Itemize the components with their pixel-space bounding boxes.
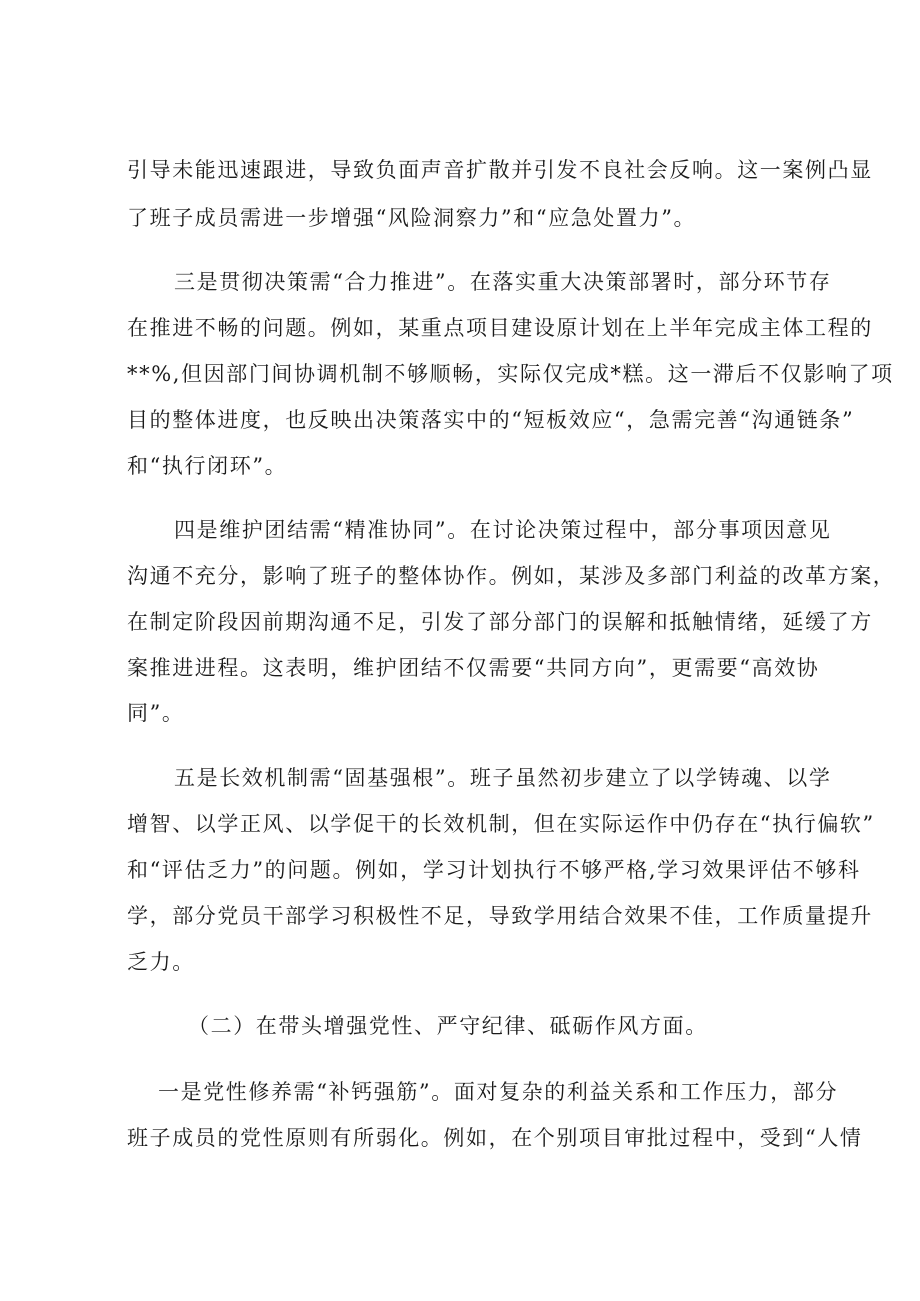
- paragraph-1-line-2: 了班子成员需进一步增强“风险洞察力”和“应急处置力”。: [127, 206, 697, 230]
- paragraph-4-line-3: 和“评估乏力”的问题。例如，学习计划执行不够严格,学习效果评估不够科: [127, 858, 861, 882]
- paragraph-3-line-4: 案推进进程。这表明，维护团结不仅需要“共同方向”，更需要“高效协: [127, 656, 820, 680]
- paragraph-3-line-2: 沟通不充分，影响了班子的整体协作。例如，某涉及多部门利益的改革方案，: [127, 564, 896, 588]
- paragraph-3-line-5: 同”。: [127, 701, 185, 725]
- paragraph-3-line-1: 四是维护团结需“精准协同”。在讨论决策过程中，部分事项因意见: [174, 518, 832, 542]
- paragraph-2-line-5: 和“执行闭环”。: [127, 454, 288, 478]
- paragraph-2-line-4: 目的整体进度，也反映出决策落实中的“短板效应“，急需完善“沟通链条”: [127, 408, 855, 432]
- paragraph-1-line-1: 引导未能迅速跟进，导致负面声音扩散并引发不良社会反响。这一案例凸显: [127, 158, 873, 182]
- section-heading: （二）在带头增强党性、严守纪律、砥砺作风方面。: [188, 1014, 708, 1038]
- paragraph-4-line-5: 乏力。: [127, 950, 195, 974]
- paragraph-6-line-1: 一是党性修养需“补钙强筋”。面对复杂的利益关系和工作压力，部分: [158, 1080, 839, 1104]
- paragraph-2-line-1: 三是贯彻决策需“合力推进”。在落实重大决策部署时，部分环节存: [174, 270, 832, 294]
- paragraph-4-line-4: 学，部分党员干部学习积极性不足，导致学用结合效果不佳，工作质量提升: [127, 904, 873, 928]
- paragraph-2-line-3: **%,但因部门间协调机制不够顺畅，实际仅完成*糕。这一滞后不仅影响了项: [127, 362, 894, 386]
- paragraph-4-line-2: 增智、以学正风、以学促干的长效机制，但在实际运作中仍存在“执行偏软”: [127, 812, 875, 836]
- paragraph-6-line-2: 班子成员的党性原则有所弱化。例如，在个别项目审批过程中，受到“人情: [127, 1126, 863, 1150]
- paragraph-4-line-1: 五是长效机制需“固基强根”。班子虽然初步建立了以学铸魂、以学: [174, 766, 832, 790]
- paragraph-2-line-2: 在推进不畅的问题。例如，某重点项目建设原计划在上半年完成主体工程的: [127, 316, 873, 340]
- paragraph-3-line-3: 在制定阶段因前期沟通不足，引发了部分部门的误解和抵触情绪，延缓了方: [127, 610, 873, 634]
